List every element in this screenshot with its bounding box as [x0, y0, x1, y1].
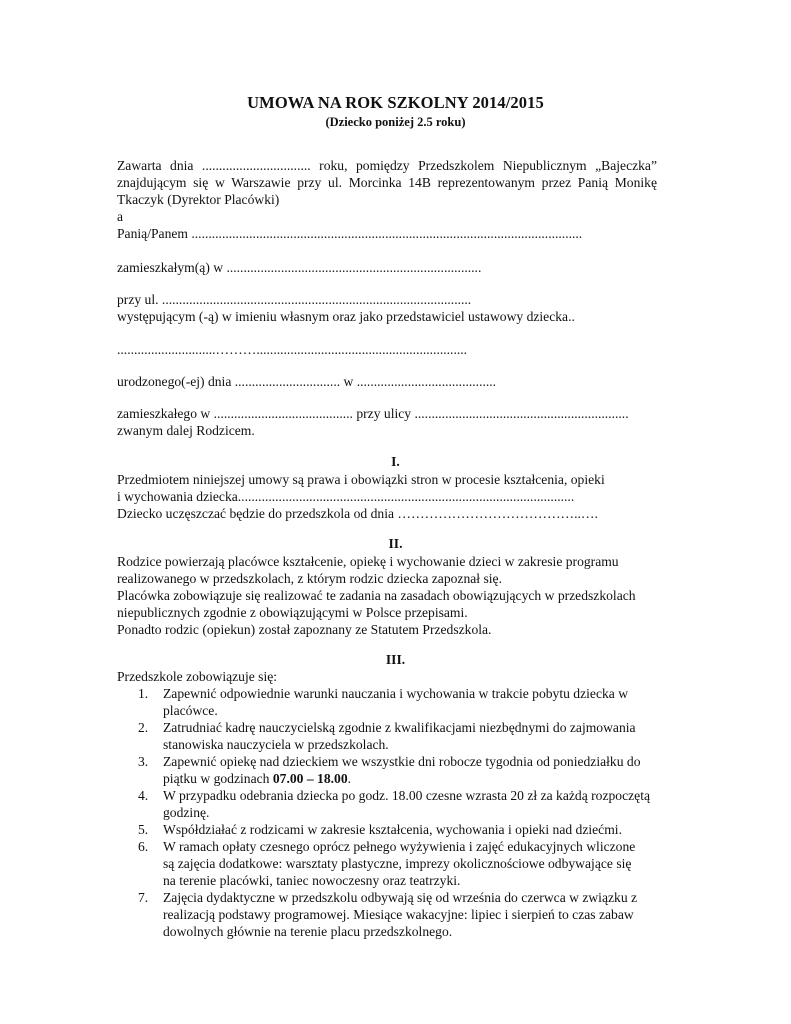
list-item-4-line-1: W przypadku odebrania dziecka po godz. 18.00 czesne wzrasta 20 zł za każdą rozpoczętą: [163, 788, 650, 803]
intro-line-4: a: [117, 209, 124, 224]
list-item-1-line-1: Zapewnić odpowiednie warunki nauczania i wychowania w trakcie pobytu dziecka w: [163, 686, 629, 701]
intro-line-1: Zawarta dnia ................................ roku, pomiędzy Przedszkolem Niepublicznym „Bajeczka”: [117, 158, 657, 173]
list-item-number: 6.: [138, 839, 149, 854]
list-item-number: 5.: [138, 822, 149, 837]
list-item-7-line-1: Zajęcia dydaktyczne w przedszkolu odbywają się od września do czerwca w związku z: [163, 890, 638, 905]
list-item-1-line-2: placówce.: [163, 703, 218, 718]
section-2-line-1: Rodzice powierzają placówce kształcenie, opiekę i wychowanie dzieci w zakresie programu: [117, 554, 619, 569]
list-item-7-line-3: dowolnych głównie na terenie placu przedszkolnego.: [163, 924, 453, 939]
list-item-number: 2.: [138, 720, 149, 735]
section-2-line-4: niepublicznych zgodnie z obowiązującymi w Polsce przepisami.: [117, 605, 468, 620]
list-item-4-line-2: godzinę.: [163, 805, 210, 820]
opening-hours: 07.00 – 18.00: [272, 771, 348, 786]
parent-called-line: zwanym dalej Rodzicem.: [117, 423, 255, 438]
section-3-heading: III.: [385, 652, 406, 667]
list-item-5-line-1: Współdziałać z rodzicami w zakresie kształcenia, wychowania i opieki nad dziećmi.: [163, 822, 622, 837]
document-title: UMOWA NA ROK SZKOLNY 2014/2015: [247, 93, 544, 112]
list-item-2-line-1: Zatrudniać kadrę nauczycielską zgodnie z kwalifikacjami niezbędnymi do zajmowania: [163, 720, 636, 735]
section-1-line-1: Przedmiotem niniejszej umowy są prawa i obowiązki stron w procesie kształcenia, opieki: [117, 472, 605, 487]
residence-field: zamieszkałym(ą) w ...........................................................................: [117, 260, 482, 275]
section-2-line-5: Ponadto rodzic (opiekun) został zapoznany ze Statutem Przedszkola.: [117, 622, 492, 637]
document-subtitle: (Dziecko poniżej 2.5 roku): [325, 115, 466, 129]
intro-line-3: Tkaczyk (Dyrektor Placówki): [117, 192, 280, 207]
list-item-2-line-2: stanowiska nauczyciela w przedszkolach.: [163, 737, 389, 752]
list-item-7-line-2: realizacją podstawy programowej. Miesiące wakacyjne: lipiec i sierpień to czas zabaw: [163, 907, 634, 922]
list-item-number: 3.: [138, 754, 149, 769]
child-address-field: zamieszkałego w ......................................... przy ulicy ...............................................................: [117, 406, 629, 421]
list-item-3-line-2-text: piątku w godzinach: [163, 771, 273, 786]
acting-line: występującym (-ą) w imieniu własnym oraz jako przedstawiciel ustawowy dziecka..: [117, 309, 575, 324]
section-3-intro: Przedszkole zobowiązuje się:: [117, 669, 278, 684]
section-2-heading: II.: [388, 536, 403, 551]
list-item-3-line-2-end: .: [347, 771, 352, 786]
birth-field: urodzonego(-ej) dnia ............................... w .........................................: [117, 374, 497, 389]
section-1-line-2: i wychowania dziecka...................................................................................................: [117, 489, 575, 504]
list-item-number: 7.: [138, 890, 149, 905]
list-item-3-line-2: [163, 770, 351, 787]
child-name-field: .............................………..............................................................: [117, 342, 468, 357]
section-2-line-3: Placówka zobowiązuje się realizować te zadania na zasadach obowiązujących w przedszkolach: [117, 588, 636, 603]
section-1-heading: I.: [391, 454, 400, 469]
parent-name-field: Panią/Panem ...................................................................................................................: [117, 226, 583, 241]
list-item-number: 1.: [138, 686, 149, 701]
list-item-3-line-1: Zapewnić opiekę nad dzieckiem we wszystkie dni robocze tygodnia od poniedziałku do: [163, 754, 641, 769]
section-2-line-2: realizowanego w przedszkolach, z którym rodzic dziecka zapoznał się.: [117, 571, 502, 586]
section-1-line-3: Dziecko uczęszczać będzie do przedszkola od dnia …………………………………..….: [117, 506, 598, 521]
list-item-6-line-3: na terenie placówki, taniec nowoczesny oraz teatrzyki.: [163, 873, 461, 888]
list-item-6-line-1: W ramach opłaty czesnego oprócz pełnego wyżywienia i zajęć edukacyjnych wliczone: [163, 839, 636, 854]
list-item-number: 4.: [138, 788, 149, 803]
list-item-6-line-2: są zajęcia dodatkowe: warsztaty plastyczne, imprezy okolicznościowe odbywające się: [163, 856, 632, 871]
street-field: przy ul. ...........................................................................................: [117, 292, 472, 307]
intro-line-2: znajdującym się w Warszawie przy ul. Morcinka 14B reprezentowanym przez Panią Monikę: [117, 175, 657, 190]
